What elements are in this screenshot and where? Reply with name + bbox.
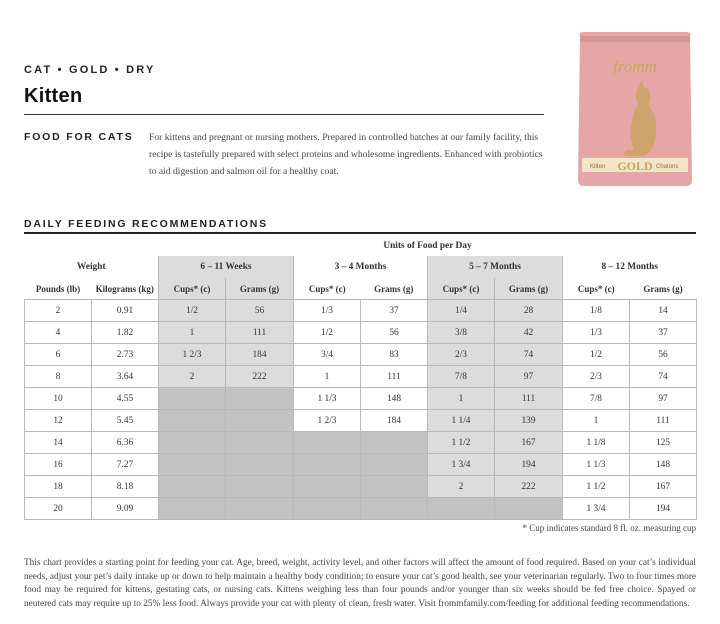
group-header: 5 – 7 Months	[428, 256, 563, 278]
product-bag-image	[576, 30, 694, 188]
column-header: Cups* (c)	[577, 283, 615, 294]
bag-brand-text: fromm	[613, 57, 657, 76]
table-cell	[294, 476, 361, 498]
table-row	[25, 322, 697, 344]
table-cell: 2.73	[92, 344, 159, 366]
weight-header: Weight	[76, 262, 106, 272]
table-cell: 14	[25, 432, 92, 454]
column-header: Grams (g)	[226, 278, 294, 300]
table-cell	[226, 454, 294, 476]
table-row	[25, 366, 697, 388]
table-cell	[159, 498, 226, 520]
table-cell: 139	[495, 410, 563, 432]
table-cell	[159, 388, 226, 410]
group-header: 3 – 4 Months	[334, 262, 387, 272]
table-cell: 7/8	[428, 366, 495, 388]
table-cell: 0.91	[92, 300, 159, 322]
table-cell: 37	[361, 300, 428, 322]
table-cell: 111	[630, 410, 697, 432]
table-row	[25, 300, 697, 322]
table-cell: 6	[25, 344, 92, 366]
table-cell: 1 1/2	[563, 476, 630, 498]
feeding-heading: DAILY FEEDING RECOMMENDATIONS	[24, 218, 268, 230]
table-cell: 1	[428, 388, 495, 410]
table-cell	[294, 432, 361, 454]
table-cell: 28	[495, 300, 563, 322]
table-cell	[361, 454, 428, 476]
table-cell	[159, 410, 226, 432]
table-cell: 1 2/3	[159, 344, 226, 366]
table-cell: 1 3/4	[563, 498, 630, 520]
column-header: Cups* (c)	[428, 278, 495, 300]
feeding-guidance-text: This chart provides a starting point for feeding your cat. Age, breed, weight, activity level, and other factors will affect the amount of food required. Based on your cat’s individual needs, adjust your pet’s daily intake up or down to help maintain a healthy body condition; to ensure your cat’s good health, see your veterinarian regularly. Two to four times more food may be required for kittens, gestating cats, or nursing cats. Kittens weighing less than four pounds and/or younger than six weeks should be fed free choice. Spayed or neutered cats may require up to 25% less food. Always provide your cat with plenty of clean, fresh water. Visit frommfamily.com/feeding for additional feeding recommendations.	[24, 558, 696, 609]
table-cell: 20	[25, 498, 92, 520]
table-cell: 1	[294, 366, 361, 388]
table-cell: 222	[226, 366, 294, 388]
table-cell	[226, 476, 294, 498]
table-cell	[159, 432, 226, 454]
table-row	[25, 388, 697, 410]
table-cell: 184	[226, 344, 294, 366]
table-cell: 194	[495, 454, 563, 476]
table-cell: 111	[226, 322, 294, 344]
table-cell	[361, 476, 428, 498]
column-header: Pounds (lb)	[35, 283, 81, 294]
table-cell	[361, 432, 428, 454]
table-cell: 12	[25, 410, 92, 432]
table-cell: 56	[630, 344, 697, 366]
table-cell: 2/3	[563, 366, 630, 388]
table-cell	[495, 498, 563, 520]
table-cell: 1 1/3	[294, 388, 361, 410]
table-cell: 3.64	[92, 366, 159, 388]
table-cell: 83	[361, 344, 428, 366]
table-cell	[226, 432, 294, 454]
table-cell	[226, 410, 294, 432]
table-row	[25, 454, 697, 476]
table-cell: 3/8	[428, 322, 495, 344]
table-cell: 5.45	[92, 410, 159, 432]
group-header: 6 – 11 Weeks	[159, 256, 294, 278]
table-cell: 1/4	[428, 300, 495, 322]
table-row	[25, 410, 697, 432]
table-row	[25, 344, 697, 366]
bag-variant-left: Kitten	[590, 164, 606, 170]
table-cell	[159, 476, 226, 498]
table-cell: 1/3	[563, 322, 630, 344]
table-cell: 1/2	[563, 344, 630, 366]
table-cell: 167	[495, 432, 563, 454]
table-cell: 97	[495, 366, 563, 388]
table-cell: 2	[25, 300, 92, 322]
group-header: 8 – 12 Months	[601, 262, 658, 272]
column-header: Grams (g)	[495, 278, 563, 300]
table-row	[25, 476, 697, 498]
table-cell	[226, 498, 294, 520]
table-cell: 56	[226, 300, 294, 322]
column-header: Grams (g)	[374, 283, 414, 294]
column-header: Kilograms (kg)	[95, 283, 154, 294]
table-cell: 167	[630, 476, 697, 498]
food-label: FOOD FOR CATS	[24, 131, 134, 143]
food-description: For kittens and pregnant or nursing mothers. Prepared in controlled batches at our family facility, this recipe is tastefully prepared with select proteins and wholesome ingredients. Enhanced with probiotics to aid digestion and salmon oil for a healthy coat.	[149, 132, 543, 177]
table-cell: 1 2/3	[294, 410, 361, 432]
table-cell: 7/8	[563, 388, 630, 410]
bag-variant-right: Chatons	[656, 164, 679, 170]
table-cell: 125	[630, 432, 697, 454]
feeding-divider	[24, 232, 696, 234]
table-cell: 6.36	[92, 432, 159, 454]
table-cell	[226, 388, 294, 410]
table-cell	[428, 498, 495, 520]
table-cell: 1	[563, 410, 630, 432]
table-cell: 2	[159, 366, 226, 388]
table-cell: 9.09	[92, 498, 159, 520]
table-cell: 1 1/4	[428, 410, 495, 432]
table-cell: 8.18	[92, 476, 159, 498]
table-cell: 2/3	[428, 344, 495, 366]
table-cell: 1 3/4	[428, 454, 495, 476]
page-title: Kitten	[24, 85, 83, 107]
column-header: Cups* (c)	[308, 283, 346, 294]
table-row	[25, 498, 697, 520]
table-cell: 56	[361, 322, 428, 344]
table-row	[25, 432, 697, 454]
table-cell: 194	[630, 498, 697, 520]
bag-line-text: GOLD	[617, 159, 653, 173]
table-cell: 18	[25, 476, 92, 498]
table-cell: 74	[495, 344, 563, 366]
table-cell: 184	[361, 410, 428, 432]
table-cell	[361, 498, 428, 520]
product-category: CAT • GOLD • DRY	[24, 64, 156, 76]
table-cell: 111	[361, 366, 428, 388]
table-cell: 148	[630, 454, 697, 476]
column-header: Cups* (c)	[159, 278, 226, 300]
table-cell: 1 1/3	[563, 454, 630, 476]
column-header: Grams (g)	[643, 283, 683, 294]
table-cell: 97	[630, 388, 697, 410]
table-cell: 1/8	[563, 300, 630, 322]
table-cell: 10	[25, 388, 92, 410]
table-cell: 1 1/2	[428, 432, 495, 454]
cup-footnote: * Cup indicates standard 8 fl. oz. measuring cup	[522, 523, 696, 533]
table-cell: 1	[159, 322, 226, 344]
table-cell: 8	[25, 366, 92, 388]
units-header: Units of Food per Day	[383, 240, 472, 251]
table-cell	[294, 454, 361, 476]
table-cell	[294, 498, 361, 520]
table-cell: 42	[495, 322, 563, 344]
table-cell	[159, 454, 226, 476]
table-cell: 1.82	[92, 322, 159, 344]
table-cell: 222	[495, 476, 563, 498]
table-cell: 111	[495, 388, 563, 410]
table-cell: 74	[630, 366, 697, 388]
table-cell: 1/2	[159, 300, 226, 322]
table-cell: 1/2	[294, 322, 361, 344]
table-cell: 16	[25, 454, 92, 476]
table-cell: 1/3	[294, 300, 361, 322]
table-cell: 14	[630, 300, 697, 322]
title-divider	[24, 114, 544, 115]
table-cell: 1 1/8	[563, 432, 630, 454]
table-cell: 3/4	[294, 344, 361, 366]
table-cell: 2	[428, 476, 495, 498]
table-cell: 7.27	[92, 454, 159, 476]
table-cell: 4.55	[92, 388, 159, 410]
table-cell: 148	[361, 388, 428, 410]
table-cell: 37	[630, 322, 697, 344]
feeding-table	[24, 235, 697, 520]
table-cell: 4	[25, 322, 92, 344]
